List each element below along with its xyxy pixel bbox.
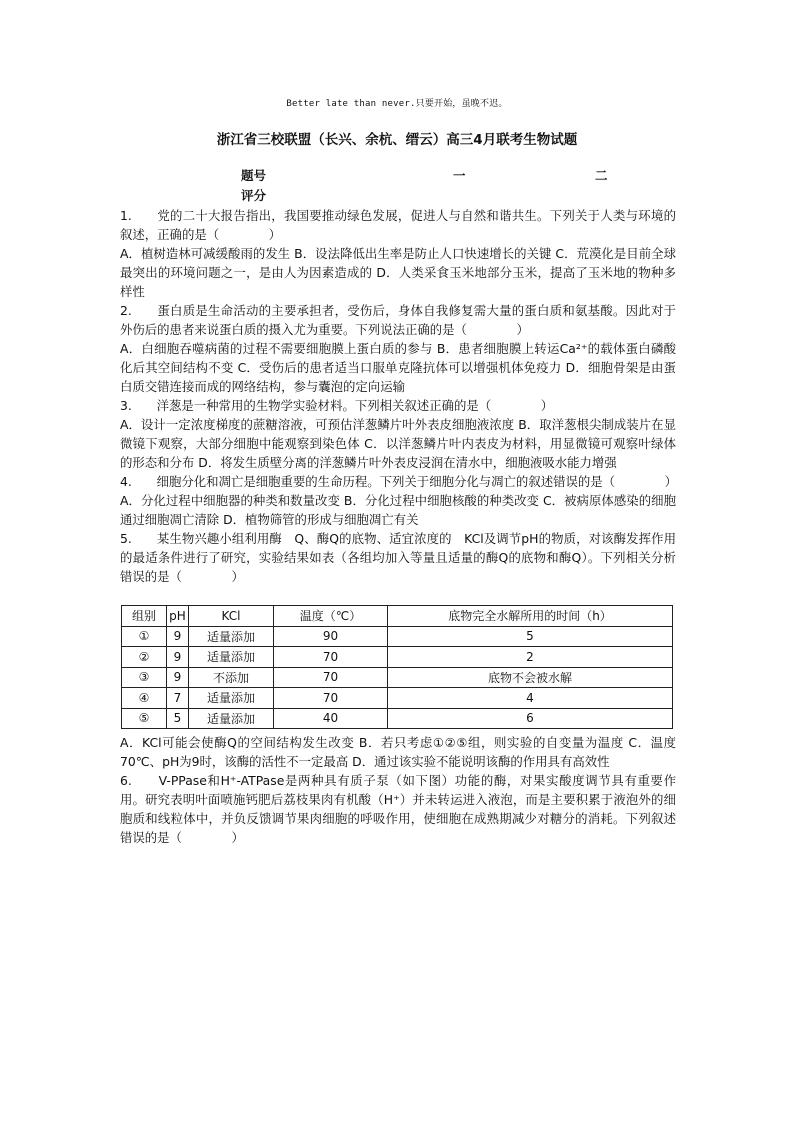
table-cell: 7 bbox=[167, 688, 189, 709]
table-cell: 6 bbox=[388, 708, 673, 729]
question-3-stem: 3. 洋葱是一种常用的生物学实验材料。下列相关叙述正确的是（ ） bbox=[120, 398, 554, 413]
table-header-cell: 底物完全水解所用的时间（h） bbox=[388, 606, 673, 627]
table-cell: 9 bbox=[167, 647, 189, 668]
table-cell: 底物不会被水解 bbox=[388, 667, 673, 688]
question-6-stem: 6. V-PPase和H⁺-ATPase是两种具有质子泵（如下图）功能的酶，对果实酸度调节具有重要作用。研究表明叶面喷施钙肥后荔枝果肉有机酸（H⁺）并未转运进入液泡，而是主要积累于液泡外的细胞质和线粒体中，并负反馈调节果肉细胞的呼吸作用，使细胞在成熟期减少对糖分的消耗。下列叙述错误的是（ ） bbox=[120, 773, 676, 845]
experiment-table bbox=[121, 605, 673, 729]
question-block-5-6 bbox=[120, 733, 676, 847]
table-row bbox=[122, 626, 673, 647]
table-cell: 5 bbox=[167, 708, 189, 729]
table-cell: ④ bbox=[122, 688, 167, 709]
question-1-stem: 1. 党的二十大报告指出，我国要推动绿色发展，促进人与自然和谐共生。下列关于人类与环境的叙述，正确的是（ ） bbox=[120, 208, 676, 242]
score-column-one: 一 bbox=[453, 168, 466, 183]
table-cell: 70 bbox=[274, 688, 388, 709]
question-5-stem: 5. 某生物兴趣小组利用酶 Q、酶Q的底物、适宜浓度的 KCl及调节pH的物质，对该酶发挥作用的最适条件进行了研究，实验结果如表（各组均加入等量且适量的酶Q的底物和酶Q）。下列相关分析错误的是（ ） bbox=[120, 531, 676, 584]
table-cell: ① bbox=[122, 626, 167, 647]
table-cell: ⑤ bbox=[122, 708, 167, 729]
question-4-stem: 4. 细胞分化和凋亡是细胞重要的生命历程。下列关于细胞分化与凋亡的叙述错误的是（ ） bbox=[120, 474, 678, 489]
score-label-question-number: 题号 bbox=[241, 168, 267, 183]
table-cell: 适量添加 bbox=[189, 688, 274, 709]
table-cell: ③ bbox=[122, 667, 167, 688]
table-cell: 90 bbox=[274, 626, 388, 647]
table-row bbox=[122, 688, 673, 709]
table-row bbox=[122, 667, 673, 688]
header-motto: Better late than never.只要开始，虽晚不迟。 bbox=[286, 99, 508, 109]
question-2-stem: 2. 蛋白质是生命活动的主要承担者，受伤后，身体自我修复需大量的蛋白质和氨基酸。因此对于外伤后的患者来说蛋白质的摄入尤为重要。下列说法正确的是（ ） bbox=[120, 303, 676, 337]
table-cell: 9 bbox=[167, 667, 189, 688]
table-cell: 适量添加 bbox=[189, 647, 274, 668]
question-1-options: A．植树造林可减缓酸雨的发生 B．设法降低出生率是防止人口快速增长的关键 C．荒漠化是目前全球最突出的环境问题之一，是由人为因素造成的 D．人类采食玉米地部分玉米，提高了玉米地的物种多样性 bbox=[120, 246, 676, 299]
table-cell: 适量添加 bbox=[189, 626, 274, 647]
table-header-cell: pH bbox=[167, 606, 189, 627]
table-cell: 40 bbox=[274, 708, 388, 729]
question-block-1-4 bbox=[120, 206, 676, 586]
table-cell: 2 bbox=[388, 647, 673, 668]
table-cell: 9 bbox=[167, 626, 189, 647]
table-cell: ② bbox=[122, 647, 167, 668]
table-header-cell: 温度（℃） bbox=[274, 606, 388, 627]
score-column-two: 二 bbox=[595, 168, 608, 183]
table-cell: 4 bbox=[388, 688, 673, 709]
table-header-row bbox=[122, 606, 673, 627]
question-2-options: A．白细胞吞噬病菌的过程不需要细胞膜上蛋白质的参与 B．患者细胞膜上转运Ca²⁺的载体蛋白磷酸化后其空间结构不变 C．受伤后的患者适当口服单克隆抗体可以增强机体免疫力 D．细胞骨架是由蛋白质交错连接而成的网络结构，参与囊泡的定向运输 bbox=[120, 341, 676, 394]
question-3-options: A．设计一定浓度梯度的蔗糖溶液，可预估洋葱鳞片叶外表皮细胞液浓度 B．取洋葱根尖制成装片在显微镜下观察，大部分细胞中能观察到染色体 C．以洋葱鳞片叶内表皮为材料，用显微镜可观察叶绿体的形态和分布 D．将发生质壁分离的洋葱鳞片叶外表皮浸润在清水中，细胞液吸水能力增强 bbox=[120, 417, 676, 470]
page-title: 浙江省三校联盟（长兴、余杭、缙云）高三4月联考生物试题 bbox=[216, 132, 578, 148]
table-header-cell: KCl bbox=[189, 606, 274, 627]
table-cell: 70 bbox=[274, 667, 388, 688]
question-4-options: A．分化过程中细胞器的种类和数量改变 B．分化过程中细胞核酸的种类改变 C．被病原体感染的细胞通过细胞凋亡清除 D．植物筛管的形成与细胞凋亡有关 bbox=[120, 493, 676, 527]
score-label-score: 评分 bbox=[241, 188, 267, 203]
question-5-options: A．KCl可能会使酶Q的空间结构发生改变 B．若只考虑①②⑤组，则实验的自变量为温度 C．温度70℃、pH为9时，该酶的活性不一定最高 D．通过该实验不能说明该酶的作用具有高效性 bbox=[120, 735, 676, 769]
table-header-cell: 组别 bbox=[122, 606, 167, 627]
table-row bbox=[122, 647, 673, 668]
table-cell: 70 bbox=[274, 647, 388, 668]
table-cell: 适量添加 bbox=[189, 708, 274, 729]
table-row bbox=[122, 708, 673, 729]
table-cell: 不添加 bbox=[189, 667, 274, 688]
table-cell: 5 bbox=[388, 626, 673, 647]
